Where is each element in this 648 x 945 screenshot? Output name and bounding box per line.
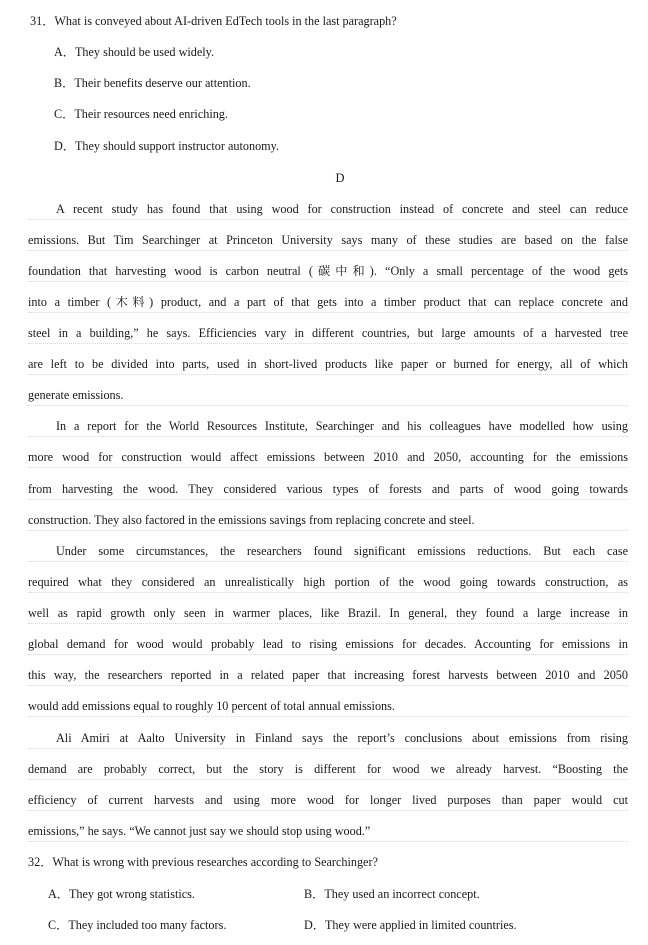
paragraph-1-line-6: are left to be divided into parts, used in short-lived products like paper or burned for energy, all of which — [28, 356, 628, 375]
paragraph-3-line-6: would add emissions equal to roughly 10 percent of total annual emissions. — [28, 698, 628, 717]
paragraph-3-line-3: well as rapid growth only seen in warmer places, like Brazil. In general, they found a large increase in — [28, 605, 628, 624]
question-32-option-c: C．They included too many factors. — [48, 918, 227, 932]
paragraph-4-line-2: demand are probably correct, but the story is different for wood we already harvest. “Boosting the — [28, 761, 628, 780]
question-31-stem: 31．What is conveyed about AI-driven EdTech tools in the last paragraph? — [30, 14, 397, 28]
paragraph-1-line-3: foundation that harvesting wood is carbon neutral (碳中和). “Only a small percentage of the wood gets — [28, 263, 628, 282]
question-32-stem: 32．What is wrong with previous researches according to Searchinger? — [28, 855, 378, 869]
paragraph-1-line-2: emissions. But Tim Searchinger at Princeton University says many of these studies are based on the false — [28, 232, 628, 251]
paragraph-2-line-3: from harvesting the wood. They considered various types of forests and parts of wood going towards — [28, 481, 628, 500]
paragraph-3-line-4: global demand for wood would probably lead to rising emissions for decades. Accounting for emissions in — [28, 636, 628, 655]
paragraph-4-line-3: efficiency of current harvests and using more wood for longer lived purposes than paper would cut — [28, 792, 628, 811]
paragraph-4-line-4: emissions,” he says. “We cannot just say we should stop using wood.” — [28, 823, 628, 842]
question-31-option-a: A．They should be used widely. — [54, 45, 214, 59]
question-32-option-a: A．They got wrong statistics. — [48, 887, 195, 901]
paragraph-2-line-4: construction. They also factored in the emissions savings from replacing concrete and steel. — [28, 512, 628, 531]
paragraph-1-line-5: steel in a building,” he says. Efficiencies vary in different countries, but large amounts of a harvested tree — [28, 325, 628, 344]
paragraph-3-line-5: this way, the researchers reported in a related paper that increasing forest harvests between 2010 and 2050 — [28, 667, 628, 686]
paragraph-3-line-1: Under some circumstances, the researchers found significant emissions reductions. But each case — [28, 543, 628, 562]
question-31-option-c: C．Their resources need enriching. — [54, 107, 228, 121]
passage-section-letter: D — [335, 171, 345, 185]
paragraph-1-line-4: into a timber (木料) product, and a part of that gets into a timber product that can replace concrete and — [28, 294, 628, 313]
question-32-option-d: D．They were applied in limited countries. — [304, 918, 517, 932]
paragraph-4-line-1: Ali Amiri at Aalto University in Finland says the report’s conclusions about emissions from rising — [28, 730, 628, 749]
paragraph-2-line-2: more wood for construction would affect emissions between 2010 and 2050, accounting for the emissions — [28, 449, 628, 468]
paragraph-3-line-2: required what they considered an unrealistically high portion of the wood going towards construction, as — [28, 574, 628, 593]
question-32-option-b: B．They used an incorrect concept. — [304, 887, 480, 901]
paragraph-2-line-1: In a report for the World Resources Institute, Searchinger and his colleagues have modelled how using — [28, 418, 628, 437]
paragraph-1-line-1: A recent study has found that using wood for construction instead of concrete and steel can reduce — [28, 201, 628, 220]
question-31-option-b: B．Their benefits deserve our attention. — [54, 76, 251, 90]
question-31-option-d: D．They should support instructor autonomy. — [54, 139, 279, 153]
paragraph-1-line-7: generate emissions. — [28, 387, 628, 406]
